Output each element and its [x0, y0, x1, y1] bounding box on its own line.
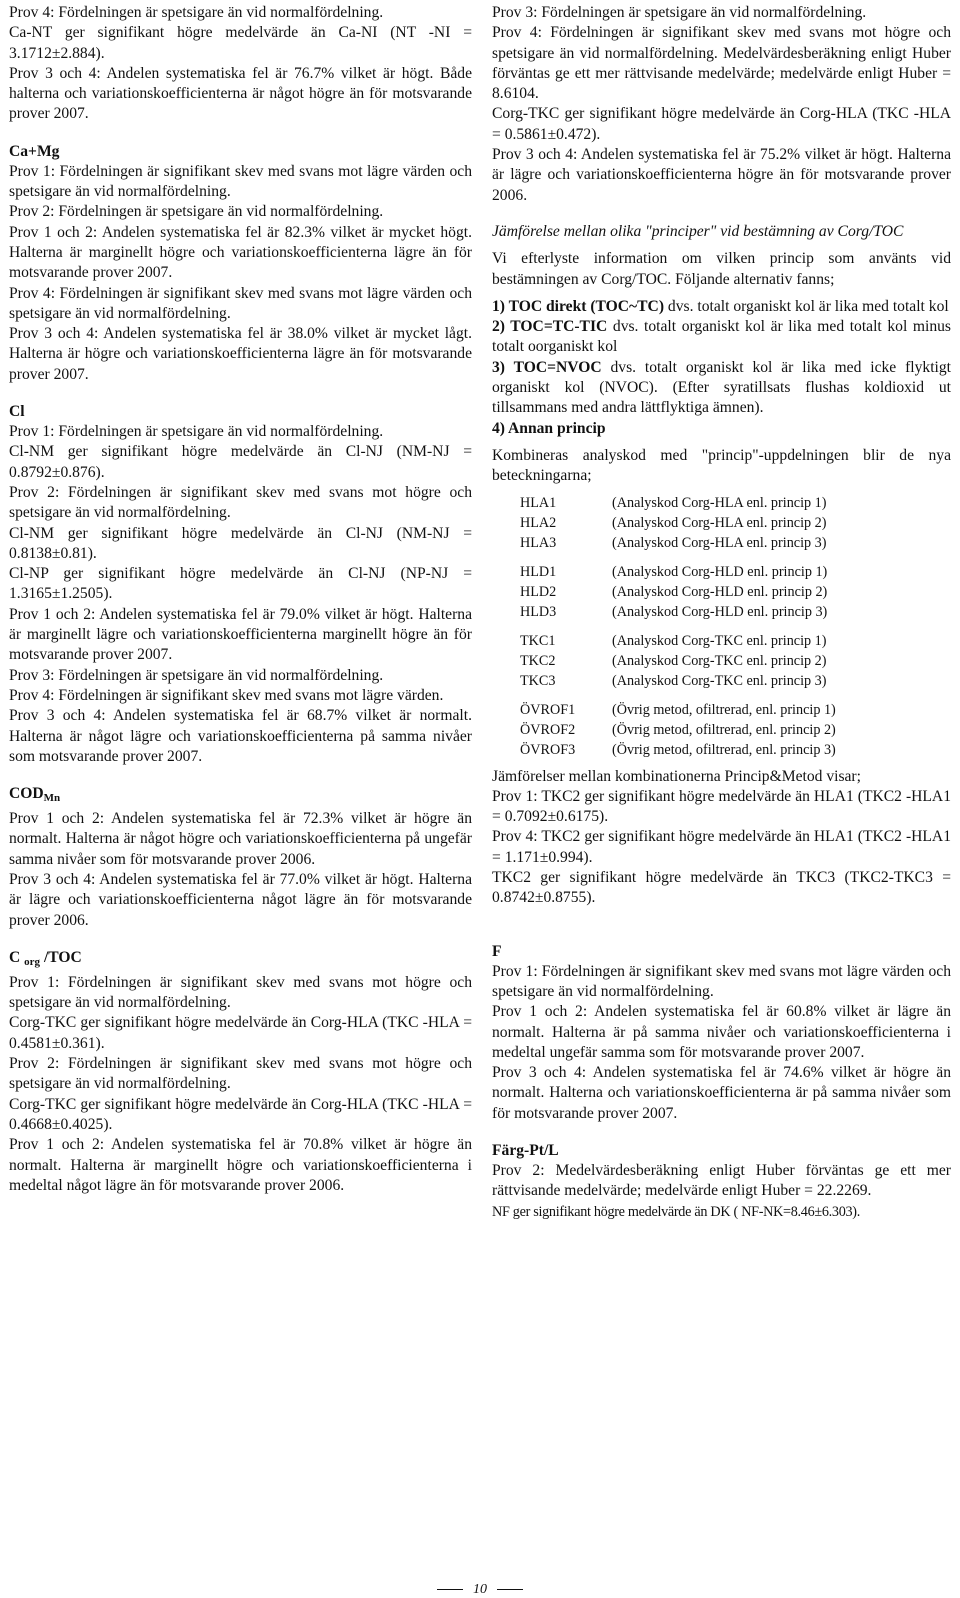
heading-subscript: org [24, 955, 41, 968]
paragraph: TKC2 ger signifikant högre medelvärde än TKC3 (TKC2-TKC3 = 0.8742±0.8755). [492, 869, 951, 907]
legend-row [520, 740, 951, 760]
legend-desc: (Analyskod Corg-HLA enl. princip 1) [612, 494, 827, 511]
paragraph: Prov 3 och 4: Andelen systematiska fel är 77.0% vilket är högt. Halterna är lägre och variationskoefficienterna något lägre än för motsvarande prover 2006. [9, 870, 472, 929]
alternative-label: 1) TOC direkt (TOC~TC) [492, 297, 665, 315]
paragraph: Prov 2: Fördelningen är signifikant skev med svans mot högre och spetsigare än vid normalfördelning. [9, 483, 472, 522]
paragraph: Prov 1 och 2: Andelen systematiska fel är 79.0% vilket är högt. Halterna är marginellt lägre och variationskoefficienterna marginellt högre än för motsvarande prover 2007. [9, 605, 472, 664]
left-intro [9, 3, 472, 125]
paragraph: Prov 1 och 2: Andelen systematiska fel är 72.3% vilket är högre än normalt. Halterna är något högre och variationskoefficienterna på ungefär samma nivåer som för motsvarande prover 2006. [9, 810, 472, 868]
right-column [492, 3, 951, 1222]
legend-desc: (Analyskod Corg-TKC enl. princip 2) [612, 652, 827, 669]
paragraph: Corg-TKC ger signifikant högre medelvärde än Corg-HLA (TKC -HLA = 0.5861±0.472). [492, 105, 951, 143]
section-heading-camg: Ca+Mg [9, 142, 60, 160]
paragraph: Prov 1: TKC2 ger signifikant högre medelvärde än HLA1 (TKC2 -HLA1 = 0.7092±0.6175). [492, 787, 951, 826]
paragraph: Prov 3 och 4: Andelen systematiska fel är 38.0% vilket är mycket lågt. Halterna är högre och variationskoefficienterna lägre än för motsvarande prover 2007. [9, 325, 472, 383]
legend-row [520, 602, 951, 622]
legend-row [520, 533, 951, 553]
legend-row [520, 493, 951, 513]
legend-code: HLA2 [520, 514, 557, 531]
footer-rule [497, 1589, 523, 1590]
paragraph: Prov 3: Fördelningen är spetsigare än vid normalfördelning. [492, 4, 867, 21]
alternative-item [492, 317, 951, 358]
paragraph: Vi efterlyste information om vilken princip som använts vid bestämningen av Corg/TOC. Följande alternativ fanns; [492, 250, 951, 288]
legend-row [520, 671, 951, 691]
alternative-item [492, 297, 951, 317]
paragraph: Prov 1: Fördelningen är signifikant skev med svans mot lägre värden och spetsigare än vid normalfördelning. [492, 962, 951, 1000]
alternative-label: 2) TOC=TC-TIC [492, 318, 608, 336]
comparison-heading: Jämförelse mellan olika "principer" vid bestämning av Corg/TOC [492, 222, 904, 240]
heading-text: C [9, 948, 21, 966]
section-heading-cod [9, 783, 472, 809]
legend-code: HLA1 [520, 494, 557, 511]
paragraph: Prov 1: Fördelningen är signifikant skev med svans mot lägre värden och spetsigare än vid normalfördelning. [9, 162, 472, 201]
paragraph: Prov 2: Fördelningen är spetsigare än vid normalfördelning. [9, 203, 384, 221]
footer-rule [437, 1589, 463, 1590]
paragraph: Jämförelser mellan kombinationerna Princip&Metod visar; [492, 767, 861, 785]
paragraph: Corg-TKC ger signifikant högre medelvärde än Corg-HLA (TKC -HLA = 0.4581±0.361). [9, 1014, 472, 1052]
legend-code: ÖVROF3 [520, 741, 576, 758]
legend-code: ÖVROF1 [520, 701, 576, 718]
paragraph: Prov 3 och 4: Andelen systematiska fel är 68.7% vilket är normalt. Halterna är något lägre och variationskoefficienterna på samma nivåer som motsvarande prover 2007. [9, 707, 472, 765]
legend-desc: (Analyskod Corg-TKC enl. princip 1) [612, 632, 827, 649]
paragraph: Prov 4: Fördelningen är signifikant skev med svans mot lägre värden. [9, 686, 444, 704]
heading-subscript: Mn [43, 792, 61, 805]
paragraph: Cl-NP ger signifikant högre medelvärde än Cl-NJ (NP-NJ = 1.3165±1.2505). [9, 565, 472, 603]
paragraph: Prov 4: Fördelningen är signifikant skev med svans mot lägre värden och spetsigare än vid normalfördelning. [9, 284, 472, 322]
alternative-item [492, 419, 951, 439]
legend-row [520, 700, 951, 720]
paragraph: Kombineras analyskod med "princip"-uppdelningen blir de nya beteckningarna; [492, 446, 951, 485]
left-column [9, 3, 472, 1196]
paragraph: Cl-NM ger signifikant högre medelvärde än Cl-NJ (NM-NJ = 0.8138±0.81). [9, 524, 472, 562]
legend-code: HLD1 [520, 563, 557, 580]
legend-code: HLA3 [520, 534, 557, 551]
legend-desc: (Analyskod Corg-HLA enl. princip 2) [612, 514, 827, 531]
legend-row [520, 582, 951, 602]
legend-code: TKC3 [520, 672, 556, 689]
section-heading-f: F [492, 942, 502, 960]
alternative-text: dvs. totalt organiskt kol är lika med totalt kol [664, 297, 949, 315]
alternative-item [492, 358, 951, 419]
paragraph: Prov 4: Fördelningen är signifikant skev med svans mot högre och spetsigare än vid normalfördelning. Medelvärdesberäkning enligt Huber förväntas ge ett mer rättvisande medelvärde; medelvärde enligt Huber = 8.6104. [492, 24, 951, 103]
paragraph: Prov 1: Fördelningen är spetsigare än vid normalfördelning. [9, 423, 384, 441]
legend-code: TKC1 [520, 632, 556, 649]
legend-code: TKC2 [520, 652, 556, 669]
legend-row [520, 720, 951, 740]
paragraph: Prov 1: Fördelningen är signifikant skev med svans mot högre och spetsigare än vid normalfördelning. [9, 973, 472, 1012]
page-number: 10 [473, 1582, 487, 1597]
alternative-text: dvs. totalt organiskt kol är lika med icke flyktigt organiskt kol (NVOC). (Efter syratillsats flushas koldioxid ut tillsammans med andra lättflyktiga ämnen). [492, 358, 952, 417]
paragraph: Prov 1 och 2: Andelen systematiska fel är 82.3% vilket är mycket högt. Halterna är marginellt högre och variationskoefficienterna lägre än för motsvarande prover 2007. [9, 223, 472, 282]
paragraph: Prov 2: Fördelningen är signifikant skev med svans mot högre och spetsigare än vid normalfördelning. [9, 1055, 472, 1093]
legend-desc: (Analyskod Corg-TKC enl. princip 3) [612, 672, 827, 689]
legend-row [520, 513, 951, 533]
heading-text: /TOC [43, 948, 82, 966]
paragraph: Prov 4: Fördelningen är spetsigare än vid normalfördelning. [9, 4, 384, 21]
paragraph: NF ger signifikant högre medelvärde än DK ( NF-NK=8.46±6.303). [492, 1203, 860, 1220]
paragraph: Ca-NT ger signifikant högre medelvärde än Ca-NI (NT -NI = 3.1712±2.884). [9, 24, 472, 62]
paragraph: Prov 1 och 2: Andelen systematiska fel är 60.8% vilket är lägre än normalt. Halterna är på samma nivåer och variationskoefficienterna i medeltal ungefär samma som för motsvarande prover 2007. [492, 1003, 951, 1061]
legend-code: ÖVROF2 [520, 721, 576, 738]
paragraph: Prov 3 och 4: Andelen systematiska fel är 74.6% vilket är högre än normalt. Halterna och variationskoefficienterna är på samma nivåer som för motsvarande prover 2007. [492, 1064, 951, 1122]
paragraph: Prov 3: Fördelningen är spetsigare än vid normalfördelning. [9, 666, 384, 684]
legend-code: HLD3 [520, 603, 557, 620]
alternative-label: 4) Annan princip [492, 419, 606, 437]
alternative-text: dvs. totalt organiskt kol är lika med totalt kol minus totalt oorganiskt kol [492, 318, 952, 356]
legend-desc: (Övrig metod, ofiltrerad, enl. princip 1) [612, 701, 836, 718]
legend-desc: (Analyskod Corg-HLD enl. princip 3) [612, 603, 828, 620]
paragraph: Prov 4: TKC2 ger signifikant högre medelvärde än HLA1 (TKC2 -HLA1 = 1.171±0.994). [492, 828, 951, 866]
alternative-label: 3) TOC=NVOC [492, 358, 602, 376]
paragraph: Prov 1 och 2: Andelen systematiska fel är 70.8% vilket är högre än normalt. Halterna är marginellt högre och variationskoefficienterna i medeltal något lägre än för motsvarande prover 2006. [9, 1136, 472, 1194]
legend-desc: (Övrig metod, ofiltrerad, enl. princip 3) [612, 741, 836, 758]
legend-desc: (Analyskod Corg-HLD enl. princip 2) [612, 583, 828, 600]
paragraph: Cl-NM ger signifikant högre medelvärde än Cl-NJ (NM-NJ = 0.8792±0.876). [9, 443, 472, 481]
code-legend [520, 493, 951, 760]
section-heading-corg [9, 947, 472, 973]
heading-text: COD [9, 785, 44, 803]
section-heading-farg: Färg-Pt/L [492, 1141, 559, 1159]
legend-desc: (Övrig metod, ofiltrerad, enl. princip 2) [612, 721, 836, 738]
paragraph: Corg-TKC ger signifikant högre medelvärde än Corg-HLA (TKC -HLA = 0.4668±0.4025). [9, 1095, 472, 1133]
paragraph: Prov 2: Medelvärdesberäkning enligt Huber förväntas ge ett mer rättvisande medelvärde; medelvärde enligt Huber = 22.2269. [492, 1161, 951, 1200]
paragraph: Prov 3 och 4: Andelen systematiska fel är 76.7% vilket är högt. Både halterna och variationskoefficienterna är något högre än för motsvarande prover 2007. [9, 64, 472, 123]
legend-code: HLD2 [520, 583, 557, 600]
legend-desc: (Analyskod Corg-HLA enl. princip 3) [612, 534, 827, 551]
legend-row [520, 562, 951, 582]
page-footer [0, 1582, 960, 1598]
paragraph: Prov 3 och 4: Andelen systematiska fel är 75.2% vilket är högt. Halterna är lägre och variationskoefficienterna högre än för motsvarande prover 2006. [492, 146, 951, 204]
legend-row [520, 631, 951, 651]
section-heading-cl: Cl [9, 403, 25, 421]
legend-desc: (Analyskod Corg-HLD enl. princip 1) [612, 563, 828, 580]
legend-row [520, 651, 951, 671]
